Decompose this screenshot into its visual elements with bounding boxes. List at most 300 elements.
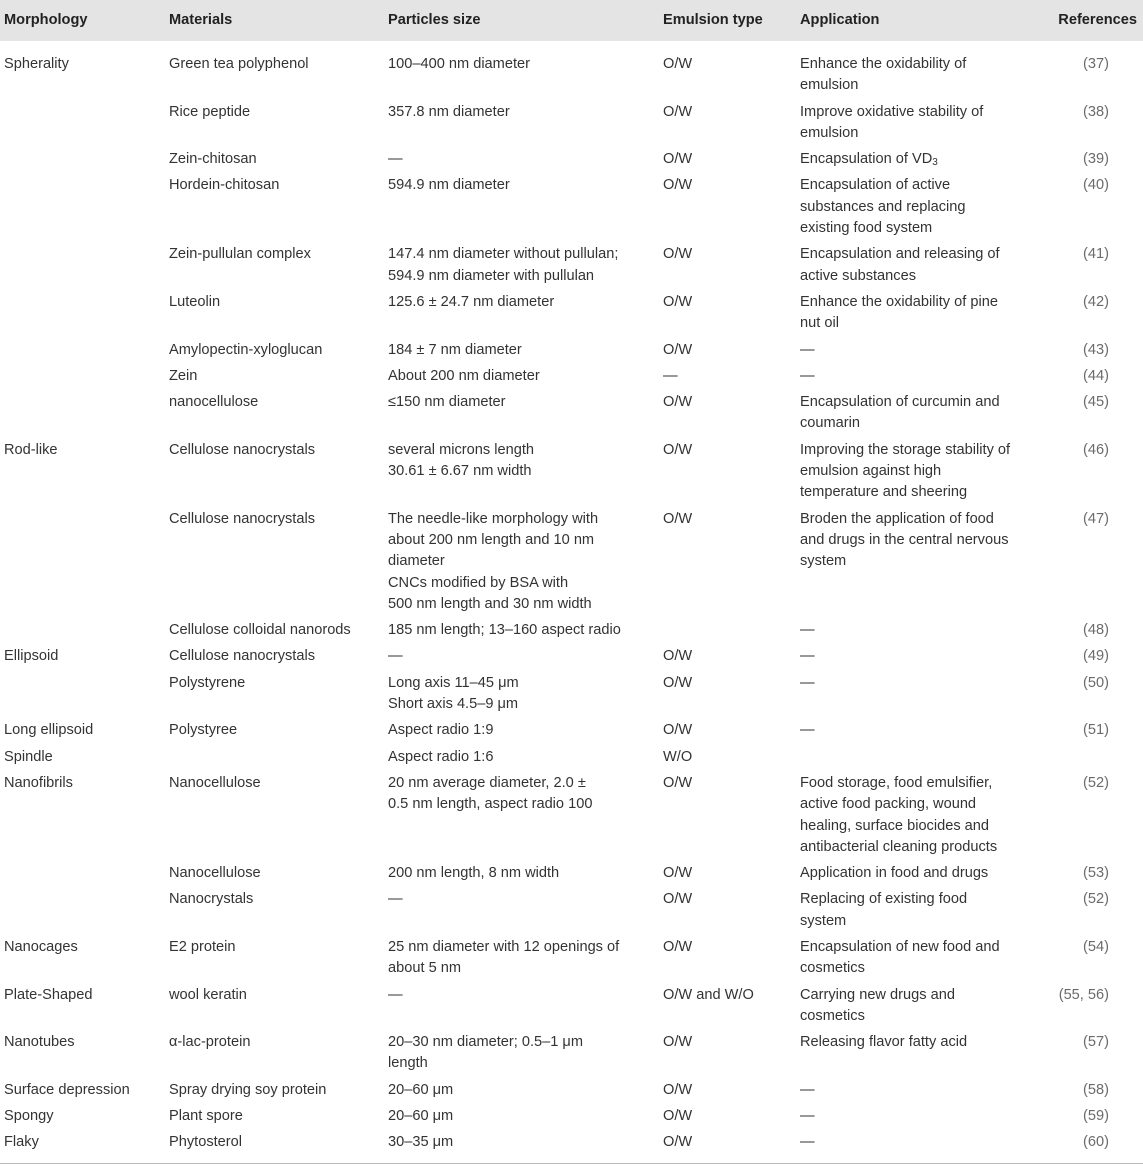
header-row — [0, 0, 1143, 41]
application-cell-line — [800, 440, 1039, 461]
materials-cell-text: Nanocellulose — [169, 774, 261, 791]
materials-cell — [165, 507, 384, 618]
materials-cell-text: Amylopectin-xyloglucan — [169, 341, 323, 358]
morphology-cell-text: Nanotubes — [4, 1034, 75, 1051]
particles-size-cell-line — [388, 175, 655, 196]
morphology-cell-text: Ellipsoid — [4, 648, 59, 665]
application-cell — [796, 1104, 1043, 1130]
reference-cell — [1043, 935, 1143, 983]
table-row — [0, 147, 1143, 173]
reference-cell-text: (45) — [1083, 394, 1109, 411]
emulsion-type-cell — [659, 983, 796, 1031]
application-cell-line-text: emulsion against high — [800, 463, 942, 480]
reference-cell — [1043, 173, 1143, 242]
materials-cell — [165, 1104, 384, 1130]
morphology-cell — [0, 147, 165, 173]
particles-size-cell — [384, 644, 659, 670]
materials-cell — [165, 887, 384, 935]
materials-cell — [165, 290, 384, 338]
reference-cell — [1043, 671, 1143, 719]
emulsion-type-cell — [659, 438, 796, 507]
table-row — [0, 644, 1143, 670]
reference-cell-text: (54) — [1083, 938, 1109, 955]
application-cell — [796, 671, 1043, 719]
application-cell-line-text: — — [800, 674, 815, 691]
reference-cell-text: (37) — [1083, 56, 1109, 72]
application-cell-line-text: healing, surface biocides and — [800, 817, 990, 834]
particles-size-cell-line — [388, 244, 655, 265]
reference-cell-text: (39) — [1083, 151, 1109, 168]
reference-cell-text: (38) — [1083, 103, 1109, 120]
emulsion-type-cell — [659, 671, 796, 719]
application-cell — [796, 390, 1043, 438]
particles-size-cell-line-text: 25 nm diameter with 12 openings of — [388, 938, 620, 955]
morphology-cell — [0, 935, 165, 983]
application-cell — [796, 1130, 1043, 1163]
particles-size-cell-line-text: ≤150 nm diameter — [388, 394, 506, 411]
particles-size-cell — [384, 861, 659, 887]
application-cell-line — [800, 551, 1039, 572]
morphology-cell — [0, 338, 165, 364]
particles-size-cell-line — [388, 573, 655, 594]
application-cell-line-text: emulsion — [800, 124, 859, 141]
materials-cell — [165, 438, 384, 507]
reference-cell-text: (60) — [1083, 1134, 1109, 1151]
application-cell-line-text: active substances — [800, 267, 917, 284]
application-cell-line — [800, 340, 1039, 361]
particles-size-cell — [384, 41, 659, 100]
application-cell — [796, 364, 1043, 390]
emulsion-type-cell-text: O/W — [663, 293, 693, 310]
emulsion-type-cell — [659, 100, 796, 148]
materials-cell-text: Cellulose nanocrystals — [169, 648, 316, 665]
emulsion-type-cell — [659, 861, 796, 887]
particles-size-cell-line-text: Short axis 4.5–9 μm — [388, 696, 519, 713]
application-cell-line-text: temperature and sheering — [800, 484, 968, 501]
materials-cell-text: Phytosterol — [169, 1134, 243, 1151]
emulsion-type-cell-text: W/O — [663, 748, 693, 765]
application-cell-line — [800, 197, 1039, 218]
materials-cell-text: α-lac-protein — [169, 1034, 251, 1051]
reference-cell-text: (55, 56) — [1058, 986, 1109, 1003]
materials-cell-text: Cellulose colloidal nanorods — [169, 622, 351, 639]
morphology-cell-text: Surface depression — [4, 1081, 130, 1098]
morphology-cell — [0, 364, 165, 390]
particles-size-cell-line — [388, 440, 655, 461]
application-cell-line — [800, 1006, 1039, 1027]
materials-cell — [165, 41, 384, 100]
application-cell-line-text: — — [800, 722, 815, 739]
emulsion-type-cell — [659, 364, 796, 390]
particles-size-cell-line — [388, 292, 655, 313]
application-cell-line — [800, 985, 1039, 1006]
particles-size-cell-line-text: 184 ± 7 nm diameter — [388, 341, 522, 358]
particles-size-cell-line-text: — — [388, 648, 403, 665]
particles-size-cell — [384, 242, 659, 290]
application-cell-line — [800, 218, 1039, 239]
particles-size-cell-line — [388, 102, 655, 123]
reference-cell-text: (47) — [1083, 510, 1109, 527]
application-cell-line-text: nut oil — [800, 315, 839, 332]
particles-size-cell — [384, 364, 659, 390]
particles-size-cell-line — [388, 863, 655, 884]
particles-size-cell-line-text: about 5 nm — [388, 960, 462, 977]
application-cell — [796, 718, 1043, 744]
emulsion-type-cell-text: O/W and W/O — [663, 986, 754, 1003]
application-cell-line — [800, 673, 1039, 694]
reference-cell-text: (58) — [1083, 1081, 1109, 1098]
application-cell-line-text: and drugs in the central nervous — [800, 531, 1009, 548]
reference-cell — [1043, 100, 1143, 148]
morphology-cell-text: Spherality — [4, 56, 69, 72]
materials-cell — [165, 147, 384, 173]
reference-cell — [1043, 1078, 1143, 1104]
morphology-cell-text: Spindle — [4, 748, 53, 765]
materials-cell-text: Cellulose nanocrystals — [169, 510, 316, 527]
reference-cell — [1043, 438, 1143, 507]
table-row — [0, 983, 1143, 1031]
materials-cell-text: Plant spore — [169, 1108, 243, 1125]
particles-size-cell — [384, 147, 659, 173]
application-cell-line-text: coumarin — [800, 415, 861, 432]
application-cell-line — [800, 530, 1039, 551]
emulsion-type-cell — [659, 41, 796, 100]
particles-size-cell — [384, 390, 659, 438]
application-cell-line — [800, 461, 1039, 482]
application-cell — [796, 745, 1043, 771]
materials-cell-text: Zein-chitosan — [169, 151, 257, 168]
application-cell — [796, 507, 1043, 618]
emulsion-type-cell — [659, 147, 796, 173]
reference-cell — [1043, 507, 1143, 618]
reference-cell-text: (42) — [1083, 293, 1109, 310]
application-cell-line-text: — — [800, 1108, 815, 1125]
materials-cell-text: Nanocrystals — [169, 891, 254, 908]
reference-cell-text: (53) — [1083, 865, 1109, 882]
materials-cell — [165, 242, 384, 290]
application-cell-line — [800, 837, 1039, 858]
reference-cell — [1043, 41, 1143, 100]
table-row — [0, 173, 1143, 242]
emulsion-type-cell-text: O/W — [663, 1108, 693, 1125]
application-cell-line-text: Improve oxidative stability of — [800, 103, 984, 120]
reference-cell — [1043, 618, 1143, 644]
materials-cell-text: Luteolin — [169, 293, 221, 310]
emulsion-type-cell-text: O/W — [663, 722, 693, 739]
application-cell-line-text: Encapsulation and releasing of — [800, 246, 1000, 263]
materials-cell — [165, 390, 384, 438]
morphology-cell — [0, 390, 165, 438]
application-cell-line-text: — — [800, 341, 815, 358]
application-cell-line — [800, 413, 1039, 434]
application-cell-line-text: — — [800, 648, 815, 665]
particles-size-cell-line-text: diameter — [388, 553, 445, 570]
materials-cell — [165, 935, 384, 983]
emulsion-type-cell — [659, 1030, 796, 1078]
particles-size-cell-line-text: Aspect radio 1:6 — [388, 748, 494, 765]
application-cell-line-text: existing food system — [800, 220, 933, 237]
reference-cell-text: (43) — [1083, 341, 1109, 358]
reference-cell — [1043, 861, 1143, 887]
table-row — [0, 1104, 1143, 1130]
materials-cell-text: Nanocellulose — [169, 865, 261, 882]
table-row — [0, 338, 1143, 364]
application-subscript: 3 — [932, 157, 938, 169]
materials-cell — [165, 671, 384, 719]
particles-size-cell-line — [388, 594, 655, 615]
particles-size-cell — [384, 771, 659, 861]
reference-cell — [1043, 644, 1143, 670]
emulsion-type-cell — [659, 1130, 796, 1163]
materials-cell-text: Spray drying soy protein — [169, 1081, 327, 1098]
materials-cell — [165, 1078, 384, 1104]
reference-cell — [1043, 1030, 1143, 1078]
materials-cell — [165, 1030, 384, 1078]
application-cell — [796, 438, 1043, 507]
particles-size-cell — [384, 173, 659, 242]
morphology-cell-text: Spongy — [4, 1108, 54, 1125]
reference-cell-text: (41) — [1083, 246, 1109, 263]
application-cell-line-text: Improving the storage stability of — [800, 441, 1011, 458]
table-row — [0, 618, 1143, 644]
application-cell-line-text: cosmetics — [800, 960, 865, 977]
materials-cell — [165, 1130, 384, 1163]
emulsion-type-cell-text: O/W — [663, 341, 693, 358]
morphology-cell-text: Flaky — [4, 1134, 39, 1151]
application-cell-line — [800, 266, 1039, 287]
emulsion-type-cell — [659, 242, 796, 290]
particles-size-cell-line — [388, 794, 655, 815]
particles-size-cell-line — [388, 889, 655, 910]
morphology-cell — [0, 718, 165, 744]
particles-size-cell — [384, 887, 659, 935]
particles-size-cell-line-text: 185 nm length; 13–160 aspect radio — [388, 622, 621, 639]
particles-size-cell — [384, 438, 659, 507]
particles-size-cell-line-text: Long axis 11–45 μm — [388, 674, 519, 691]
table-row — [0, 935, 1143, 983]
particles-size-cell — [384, 718, 659, 744]
table-row — [0, 718, 1143, 744]
application-cell-line — [800, 1132, 1039, 1153]
particles-size-cell — [384, 1078, 659, 1104]
emulsion-type-cell — [659, 618, 796, 644]
particles-size-cell — [384, 671, 659, 719]
particles-size-cell-line-text: 594.9 nm diameter with pullulan — [388, 267, 595, 284]
particles-size-cell-line — [388, 694, 655, 715]
morphology-cell — [0, 618, 165, 644]
materials-cell — [165, 618, 384, 644]
application-cell — [796, 644, 1043, 670]
particles-size-cell-line — [388, 149, 655, 170]
reference-cell — [1043, 887, 1143, 935]
particles-size-cell-line — [388, 673, 655, 694]
application-cell — [796, 771, 1043, 861]
application-cell — [796, 173, 1043, 242]
application-cell-line-text: — — [800, 367, 815, 384]
application-cell-line — [800, 720, 1039, 741]
application-cell-line — [800, 889, 1039, 910]
emulsion-type-cell-text: O/W — [663, 938, 693, 955]
emulsion-type-cell — [659, 644, 796, 670]
application-cell-line-text: — — [800, 622, 815, 639]
particles-size-cell — [384, 935, 659, 983]
application-cell-line-text: Food storage, food emulsifier, — [800, 774, 993, 791]
table-row — [0, 507, 1143, 618]
table-row — [0, 745, 1143, 771]
particles-size-cell-line — [388, 392, 655, 413]
particles-size-cell-line — [388, 1032, 655, 1053]
particles-size-cell — [384, 290, 659, 338]
morphology-cell — [0, 1078, 165, 1104]
application-cell-line-text: Broden the application of food — [800, 510, 994, 527]
morphology-cell — [0, 671, 165, 719]
emulsion-type-cell — [659, 290, 796, 338]
morphology-cell — [0, 771, 165, 861]
emulsion-type-cell-text: O/W — [663, 177, 693, 194]
particles-size-cell-line-text: about 200 nm length and 10 nm — [388, 531, 595, 548]
particles-size-cell-line-text: 30–35 μm — [388, 1134, 454, 1151]
emulsion-type-cell-text: O/W — [663, 648, 693, 665]
morphology-cell — [0, 173, 165, 242]
header-morphology: Morphology — [0, 0, 165, 41]
table-row — [0, 671, 1143, 719]
particles-size-cell-line-text: 20 nm average diameter, 2.0 ± — [388, 774, 586, 791]
emulsion-type-cell-text: O/W — [663, 1081, 693, 1098]
morphology-cell — [0, 41, 165, 100]
particles-size-cell-line-text: 20–60 μm — [388, 1108, 454, 1125]
table-row — [0, 861, 1143, 887]
materials-cell-text: Rice peptide — [169, 103, 251, 120]
particles-size-cell — [384, 1130, 659, 1163]
particles-size-cell-line-text: 30.61 ± 6.67 nm width — [388, 463, 532, 480]
reference-cell — [1043, 1130, 1143, 1163]
application-cell-line — [800, 620, 1039, 641]
emulsion-type-cell — [659, 887, 796, 935]
application-cell-line — [800, 392, 1039, 413]
application-cell-line — [800, 646, 1039, 667]
materials-cell-text: E2 protein — [169, 938, 236, 955]
application-cell-line — [800, 816, 1039, 837]
particles-size-cell-line-text: — — [388, 151, 403, 168]
particles-size-cell-line — [388, 1106, 655, 1127]
application-cell-line-text: Enhance the oxidability of pine — [800, 293, 998, 310]
emulsion-type-cell — [659, 1104, 796, 1130]
application-cell — [796, 147, 1043, 173]
application-cell-line-text: Enhance the oxidability of — [800, 56, 967, 72]
emulsion-type-cell-text: O/W — [663, 1134, 693, 1151]
particles-size-cell — [384, 1104, 659, 1130]
particles-size-cell-line — [388, 985, 655, 1006]
application-cell-line — [800, 366, 1039, 387]
particles-size-cell-line — [388, 646, 655, 667]
table-row — [0, 290, 1143, 338]
particles-size-cell-line-text: 500 nm length and 30 nm width — [388, 595, 592, 612]
application-cell-line — [800, 102, 1039, 123]
particles-size-cell-line-text: 20–30 nm diameter; 0.5–1 μm — [388, 1034, 583, 1051]
morphology-cell-text: Nanofibrils — [4, 774, 73, 791]
header-particles-size: Particles size — [384, 0, 659, 41]
header-application: Application — [796, 0, 1043, 41]
application-cell-line-text: Encapsulation of VD — [800, 151, 933, 168]
application-cell-line — [800, 54, 1039, 75]
emulsion-type-cell — [659, 507, 796, 618]
particles-size-cell-line — [388, 340, 655, 361]
application-cell — [796, 100, 1043, 148]
table-row — [0, 100, 1143, 148]
application-cell-line — [800, 937, 1039, 958]
application-cell-line — [800, 509, 1039, 530]
application-cell-line — [800, 482, 1039, 503]
particles-size-cell-line-text: 100–400 nm diameter — [388, 56, 530, 72]
particles-size-cell-line — [388, 366, 655, 387]
application-cell — [796, 618, 1043, 644]
morphology-cell — [0, 644, 165, 670]
reference-cell — [1043, 390, 1143, 438]
particles-size-cell-line — [388, 266, 655, 287]
application-cell — [796, 861, 1043, 887]
emulsion-type-cell-text: O/W — [663, 103, 693, 120]
particles-size-cell-line — [388, 958, 655, 979]
reference-cell — [1043, 364, 1143, 390]
particles-size-cell-line-text: 147.4 nm diameter without pullulan; — [388, 246, 619, 263]
reference-cell — [1043, 745, 1143, 771]
reference-cell — [1043, 718, 1143, 744]
emulsion-type-cell-text: O/W — [663, 510, 693, 527]
application-cell-line — [800, 244, 1039, 265]
application-cell-line-text: cosmetics — [800, 1007, 865, 1024]
application-cell-line — [800, 1106, 1039, 1127]
morphology-cell — [0, 861, 165, 887]
reference-cell-text: (57) — [1083, 1034, 1109, 1051]
application-cell-line-text: emulsion — [800, 77, 859, 94]
table-header — [0, 0, 1143, 41]
reference-cell — [1043, 338, 1143, 364]
table-row — [0, 887, 1143, 935]
particles-size-cell-line-text: 200 nm length, 8 nm width — [388, 865, 560, 882]
table-row — [0, 1130, 1143, 1163]
reference-cell — [1043, 1104, 1143, 1130]
reference-cell-text: (51) — [1083, 722, 1109, 739]
table-row — [0, 41, 1143, 100]
particles-size-cell-line — [388, 620, 655, 641]
particles-size-cell-line — [388, 54, 655, 75]
materials-cell — [165, 338, 384, 364]
particles-size-cell-line-text: The needle-like morphology with — [388, 510, 599, 527]
emulsion-type-cell-text: — — [663, 367, 678, 384]
morphology-cell — [0, 1130, 165, 1163]
morphology-cell — [0, 100, 165, 148]
emulsion-type-cell — [659, 338, 796, 364]
emulsion-type-cell-text: O/W — [663, 246, 693, 263]
header-materials: Materials — [165, 0, 384, 41]
particles-size-cell-line-text: 594.9 nm diameter — [388, 177, 510, 194]
table-row — [0, 1030, 1143, 1078]
morphology-cell — [0, 887, 165, 935]
application-cell — [796, 887, 1043, 935]
application-cell — [796, 338, 1043, 364]
particles-size-cell-line — [388, 747, 655, 768]
materials-cell-text: Hordein-chitosan — [169, 177, 280, 194]
reference-cell — [1043, 983, 1143, 1031]
particles-size-cell-line-text: 20–60 μm — [388, 1081, 454, 1098]
table-row — [0, 242, 1143, 290]
emulsion-type-cell — [659, 935, 796, 983]
emulsion-type-cell — [659, 1078, 796, 1104]
morphology-cell — [0, 290, 165, 338]
application-cell-line-text: Carrying new drugs and — [800, 986, 955, 1003]
reference-cell — [1043, 147, 1143, 173]
materials-cell-text: wool keratin — [169, 986, 247, 1003]
